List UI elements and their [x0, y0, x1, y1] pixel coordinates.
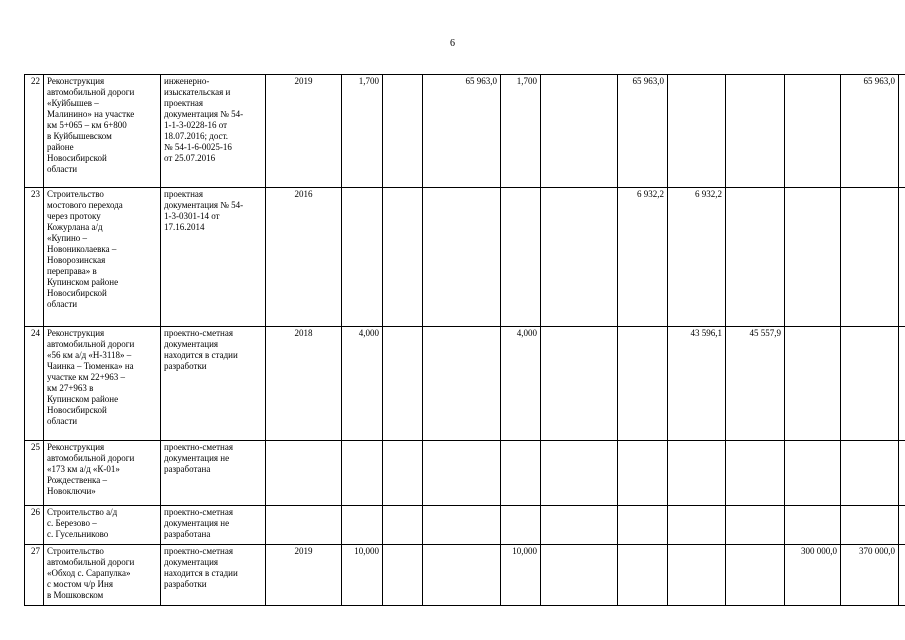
object-name: Реконструкция автомобильной дороги «56 км а/д «Н-3118» – Чаинка – Тюменка» на участке км 22+963 – км 27+963 в Купинском районе Новосибирской области: [44, 327, 161, 441]
table-row: [25, 506, 905, 545]
length-cell: [342, 188, 383, 327]
value-cell: [899, 506, 905, 545]
row-number: 22: [25, 75, 44, 188]
value-cell: 65 963,0: [618, 75, 668, 188]
value-cell: [899, 545, 905, 606]
value-cell: [785, 188, 841, 327]
row-number: 27: [25, 545, 44, 606]
year-cell: 2019: [266, 75, 342, 188]
value-cell: [501, 441, 541, 506]
value-cell: [541, 327, 618, 441]
object-name: Строительство а/д с. Березово – с. Гусельниково: [44, 506, 161, 545]
value-cell: [423, 441, 501, 506]
page-number: 6: [450, 38, 455, 49]
documentation-status: проектно-сметная документация находится в стадии разработки: [161, 545, 266, 606]
value-cell: 4,000: [501, 327, 541, 441]
value-cell: 300 000,0: [785, 545, 841, 606]
documentation-status: проектная документация № 54- 1-3-0301-14 от 17.16.2014: [161, 188, 266, 327]
table-row: [25, 188, 905, 327]
value-cell: [841, 506, 899, 545]
value-cell: [383, 545, 423, 606]
row-number: 26: [25, 506, 44, 545]
value-cell: [618, 545, 668, 606]
value-cell: [785, 75, 841, 188]
value-cell: 370 000,0: [841, 545, 899, 606]
documentation-status: проектно-сметная документация не разработана: [161, 506, 266, 545]
year-cell: [266, 441, 342, 506]
value-cell: [541, 545, 618, 606]
length-cell: 10,000: [342, 545, 383, 606]
length-cell: 4,000: [342, 327, 383, 441]
value-cell: [423, 188, 501, 327]
value-cell: [785, 327, 841, 441]
year-cell: 2019: [266, 545, 342, 606]
value-cell: 1,700: [501, 75, 541, 188]
value-cell: [383, 506, 423, 545]
value-cell: [726, 75, 785, 188]
value-cell: [383, 188, 423, 327]
value-cell: [618, 441, 668, 506]
object-name: Реконструкция автомобильной дороги «173 км а/д «К-01» Рождественка – Новоключи»: [44, 441, 161, 506]
object-name: Строительство мостового перехода через протоку Кожурлана а/д «Купино – Новониколаевка – Новорозинская переправа» в Купинском районе Новосибирской области: [44, 188, 161, 327]
value-cell: [785, 441, 841, 506]
value-cell: [383, 441, 423, 506]
year-cell: [266, 506, 342, 545]
documentation-status: проектно-сметная документация не разработана: [161, 441, 266, 506]
value-cell: [668, 75, 726, 188]
value-cell: [841, 188, 899, 327]
value-cell: [726, 441, 785, 506]
value-cell: [383, 327, 423, 441]
value-cell: [668, 441, 726, 506]
value-cell: [541, 188, 618, 327]
year-cell: 2016: [266, 188, 342, 327]
row-number: 24: [25, 327, 44, 441]
value-cell: [668, 545, 726, 606]
documentation-status: инженерно- изыскательская и проектная документация № 54- 1-1-3-0228-16 от 18.07.2016; дост. № 54-1-6-0025-16 от 25.07.2016: [161, 75, 266, 188]
value-cell: [423, 327, 501, 441]
value-cell: [541, 506, 618, 545]
value-cell: [501, 188, 541, 327]
value-cell: [423, 506, 501, 545]
row-number: 23: [25, 188, 44, 327]
value-cell: [841, 441, 899, 506]
row-number: 25: [25, 441, 44, 506]
object-name: Строительство автомобильной дороги «Обход с. Сарапулка» с мостом ч/р Иня в Мошковском: [44, 545, 161, 606]
table-row: [25, 545, 905, 606]
value-cell: [726, 506, 785, 545]
value-cell: [785, 506, 841, 545]
value-cell: [383, 75, 423, 188]
value-cell: 65 963,0: [841, 75, 899, 188]
value-cell: [841, 327, 899, 441]
object-name: Реконструкция автомобильной дороги «Куйбышев – Малинино» на участке км 5+065 – км 6+800 в Куйбышевском районе Новосибирской области: [44, 75, 161, 188]
value-cell: [899, 188, 905, 327]
year-cell: 2018: [266, 327, 342, 441]
table-row: [25, 327, 905, 441]
value-cell: [501, 506, 541, 545]
value-cell: 43 596,1: [668, 327, 726, 441]
value-cell: [899, 75, 905, 188]
value-cell: [899, 327, 905, 441]
value-cell: [541, 441, 618, 506]
value-cell: [668, 506, 726, 545]
value-cell: 45 557,9: [726, 327, 785, 441]
length-cell: [342, 506, 383, 545]
value-cell: 6 932,2: [668, 188, 726, 327]
value-cell: 6 932,2: [618, 188, 668, 327]
value-cell: 65 963,0: [423, 75, 501, 188]
value-cell: [541, 75, 618, 188]
documentation-status: проектно-сметная документация находится в стадии разработки: [161, 327, 266, 441]
value-cell: [726, 545, 785, 606]
value-cell: [618, 506, 668, 545]
value-cell: [726, 188, 785, 327]
table-row: [25, 75, 905, 188]
value-cell: [618, 327, 668, 441]
length-cell: 1,700: [342, 75, 383, 188]
objects-table: [24, 74, 905, 606]
table-row: [25, 441, 905, 506]
length-cell: [342, 441, 383, 506]
value-cell: 10,000: [501, 545, 541, 606]
value-cell: [899, 441, 905, 506]
value-cell: [423, 545, 501, 606]
